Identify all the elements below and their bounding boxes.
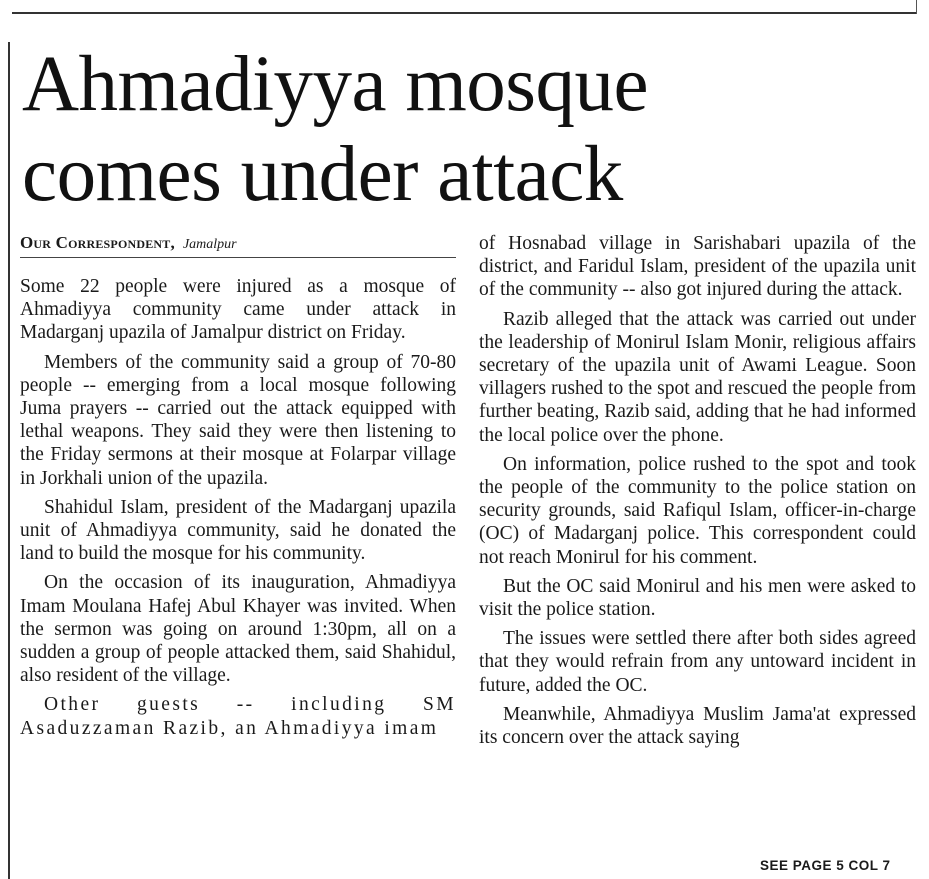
paragraph: But the OC said Monirul and his men were asked to visit the police station.	[479, 575, 916, 621]
paragraph: Some 22 people were injured as a mosque of Ahmadiyya community came under attack in Madarganj upazila of Jamalpur district on Friday.	[20, 276, 456, 344]
paragraph: Meanwhile, Ahmadiyya Muslim Jama'at expressed its concern over the attack saying	[479, 703, 916, 749]
byline-name: Our Correspondent,	[20, 233, 175, 252]
paragraph: On the occasion of its inauguration, Ahmadiyya Imam Moulana Hafej Abul Khayer was invited. When the sermon was going on around 1:30pm, all on a sudden a group of people attacked them, said Shahidul, also resident of the village.	[20, 572, 456, 687]
byline-location: Jamalpur	[182, 237, 237, 252]
byline	[20, 233, 456, 258]
paragraph: Razib alleged that the attack was carried out under the leadership of Monirul Islam Monir, religious affairs secretary of the upazila unit of Awami League. Soon villagers rushed to the spot and rescued the people from further beating, Razib said, adding that he had informed the local police over the phone.	[479, 308, 916, 446]
article-column-left	[20, 275, 456, 740]
paragraph: Other guests -- including SM Asaduzzaman Razib, an Ahmadiyya imam	[20, 694, 456, 739]
article-column-right	[479, 232, 916, 749]
jump-reference: SEE PAGE 5 COL 7	[760, 858, 891, 873]
paragraph: On information, police rushed to the spot and took the people of the community to the police station on security grounds, said Rafiqul Islam, officer-in-charge (OC) of Madarganj police. This correspondent could not reach Monirul for his comment.	[479, 453, 916, 568]
headline	[22, 40, 922, 220]
paragraph: The issues were settled there after both sides agreed that they would refrain from any untoward incident in future, added the OC.	[479, 628, 916, 696]
top-rule	[12, 12, 917, 14]
column-tick	[916, 0, 917, 14]
headline-line-2: comes under attack	[22, 131, 623, 218]
left-column-rule	[8, 42, 10, 879]
paragraph: Members of the community said a group of 70-80 people -- emerging from a local mosque following Juma prayers -- carried out the attack equipped with lethal weapons. They said they were then listening to the Friday sermons at their mosque at Folarpar village in Jorkhali union of the upazila.	[20, 351, 456, 489]
headline-line-1: Ahmadiyya mosque	[22, 41, 649, 128]
paragraph: Shahidul Islam, president of the Madarganj upazila unit of Ahmadiyya community, said he donated the land to build the mosque for his community.	[20, 496, 456, 565]
paragraph: of Hosnabad village in Sarishabari upazila of the district, and Faridul Islam, president of the upazila unit of the community -- also got injured during the attack.	[479, 233, 916, 301]
